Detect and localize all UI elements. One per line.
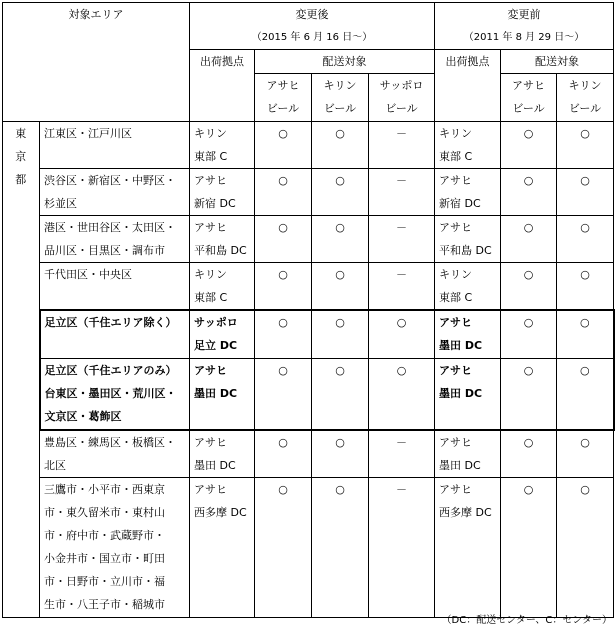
table-row: [3, 358, 614, 430]
before-asahi-header: アサヒ ビール: [501, 74, 557, 122]
after-asahi-cell: ○: [255, 122, 312, 169]
before-kirin-cell: ○: [557, 310, 614, 358]
table-row: [3, 122, 614, 169]
after-sapporo-cell: －: [369, 263, 435, 311]
prefecture-cell: 東 京 都: [3, 122, 40, 618]
delivery-area-table: [2, 2, 615, 618]
before-hub-cell: アサヒ 墨田 DC: [435, 358, 501, 430]
after-hub-cell: アサヒ 墨田 DC: [190, 430, 255, 478]
area-header: 対象エリア: [3, 3, 190, 122]
before-target-header: 配送対象: [501, 50, 614, 74]
after-kirin-cell: ○: [312, 216, 369, 263]
after-sapporo-cell: －: [369, 169, 435, 216]
after-kirin-cell: ○: [312, 122, 369, 169]
after-sapporo-cell: －: [369, 216, 435, 263]
legend-note: （DC：配送センター、C：センター）: [441, 615, 612, 626]
before-hub-cell: アサヒ 平和島 DC: [435, 216, 501, 263]
area-cell: 港区・世田谷区・太田区・ 品川区・目黒区・調布市: [40, 216, 190, 263]
after-asahi-cell: ○: [255, 169, 312, 216]
after-sapporo-cell: －: [369, 430, 435, 478]
after-kirin-cell: ○: [312, 430, 369, 478]
after-sapporo-cell: －: [369, 478, 435, 618]
before-kirin-cell: ○: [557, 478, 614, 618]
after-hub-cell: アサヒ 墨田 DC: [190, 358, 255, 430]
after-hub-cell: キリン 東部 C: [190, 263, 255, 311]
after-sapporo-cell: ○: [369, 358, 435, 430]
table-row: [3, 263, 614, 311]
after-asahi-cell: ○: [255, 263, 312, 311]
before-hub-header: 出荷拠点: [435, 50, 501, 122]
after-kirin-cell: ○: [312, 358, 369, 430]
before-asahi-cell: ○: [501, 478, 557, 618]
after-asahi-cell: ○: [255, 310, 312, 358]
after-kirin-cell: ○: [312, 169, 369, 216]
before-asahi-cell: ○: [501, 430, 557, 478]
before-kirin-cell: ○: [557, 263, 614, 311]
before-hub-cell: アサヒ 西多摩 DC: [435, 478, 501, 618]
before-hub-cell: アサヒ 墨田 DC: [435, 310, 501, 358]
before-kirin-cell: ○: [557, 122, 614, 169]
area-cell: 渋谷区・新宿区・中野区・ 杉並区: [40, 169, 190, 216]
before-kirin-header: キリン ビール: [557, 74, 614, 122]
after-asahi-header: アサヒ ビール: [255, 74, 312, 122]
after-hub-cell: アサヒ 平和島 DC: [190, 216, 255, 263]
before-asahi-cell: ○: [501, 122, 557, 169]
after-asahi-cell: ○: [255, 358, 312, 430]
area-cell: 千代田区・中央区: [40, 263, 190, 311]
after-header: 変更後 （2015 年 6 月 16 日～）: [190, 3, 435, 50]
table-row: [3, 216, 614, 263]
before-asahi-cell: ○: [501, 216, 557, 263]
before-asahi-cell: ○: [501, 263, 557, 311]
area-cell: 豊島区・練馬区・板橋区・ 北区: [40, 430, 190, 478]
table-row: [3, 310, 614, 358]
before-asahi-cell: ○: [501, 358, 557, 430]
after-hub-cell: サッポロ 足立 DC: [190, 310, 255, 358]
after-kirin-header: キリン ビール: [312, 74, 369, 122]
area-cell: 足立区（千住エリア除く）: [40, 310, 190, 358]
area-cell: 足立区（千住エリアのみ） 台東区・墨田区・荒川区・ 文京区・葛飾区: [40, 358, 190, 430]
before-hub-cell: キリン 東部 C: [435, 122, 501, 169]
before-hub-cell: アサヒ 新宿 DC: [435, 169, 501, 216]
after-hub-header: 出荷拠点: [190, 50, 255, 122]
after-hub-cell: アサヒ 西多摩 DC: [190, 478, 255, 618]
after-target-header: 配送対象: [255, 50, 435, 74]
table-row: [3, 430, 614, 478]
table-row: [3, 169, 614, 216]
before-asahi-cell: ○: [501, 169, 557, 216]
before-kirin-cell: ○: [557, 358, 614, 430]
after-asahi-cell: ○: [255, 430, 312, 478]
before-asahi-cell: ○: [501, 310, 557, 358]
before-hub-cell: アサヒ 墨田 DC: [435, 430, 501, 478]
area-cell: 三鷹市・小平市・西東京 市・東久留米市・東村山 市・府中市・武蔵野市・ 小金井市・国立市・町田 市・日野市・立川市・福 生市・八王子市・稲城市: [40, 478, 190, 618]
before-kirin-cell: ○: [557, 169, 614, 216]
after-kirin-cell: ○: [312, 478, 369, 618]
after-hub-cell: キリン 東部 C: [190, 122, 255, 169]
after-sapporo-cell: ○: [369, 310, 435, 358]
before-header: 変更前 （2011 年 8 月 29 日～）: [435, 3, 614, 50]
after-asahi-cell: ○: [255, 478, 312, 618]
before-hub-cell: キリン 東部 C: [435, 263, 501, 311]
table-row: [3, 478, 614, 618]
after-kirin-cell: ○: [312, 263, 369, 311]
after-sapporo-cell: －: [369, 122, 435, 169]
after-kirin-cell: ○: [312, 310, 369, 358]
area-cell: 江東区・江戸川区: [40, 122, 190, 169]
after-asahi-cell: ○: [255, 216, 312, 263]
after-hub-cell: アサヒ 新宿 DC: [190, 169, 255, 216]
before-kirin-cell: ○: [557, 430, 614, 478]
before-kirin-cell: ○: [557, 216, 614, 263]
after-sapporo-header: サッポロ ビール: [369, 74, 435, 122]
